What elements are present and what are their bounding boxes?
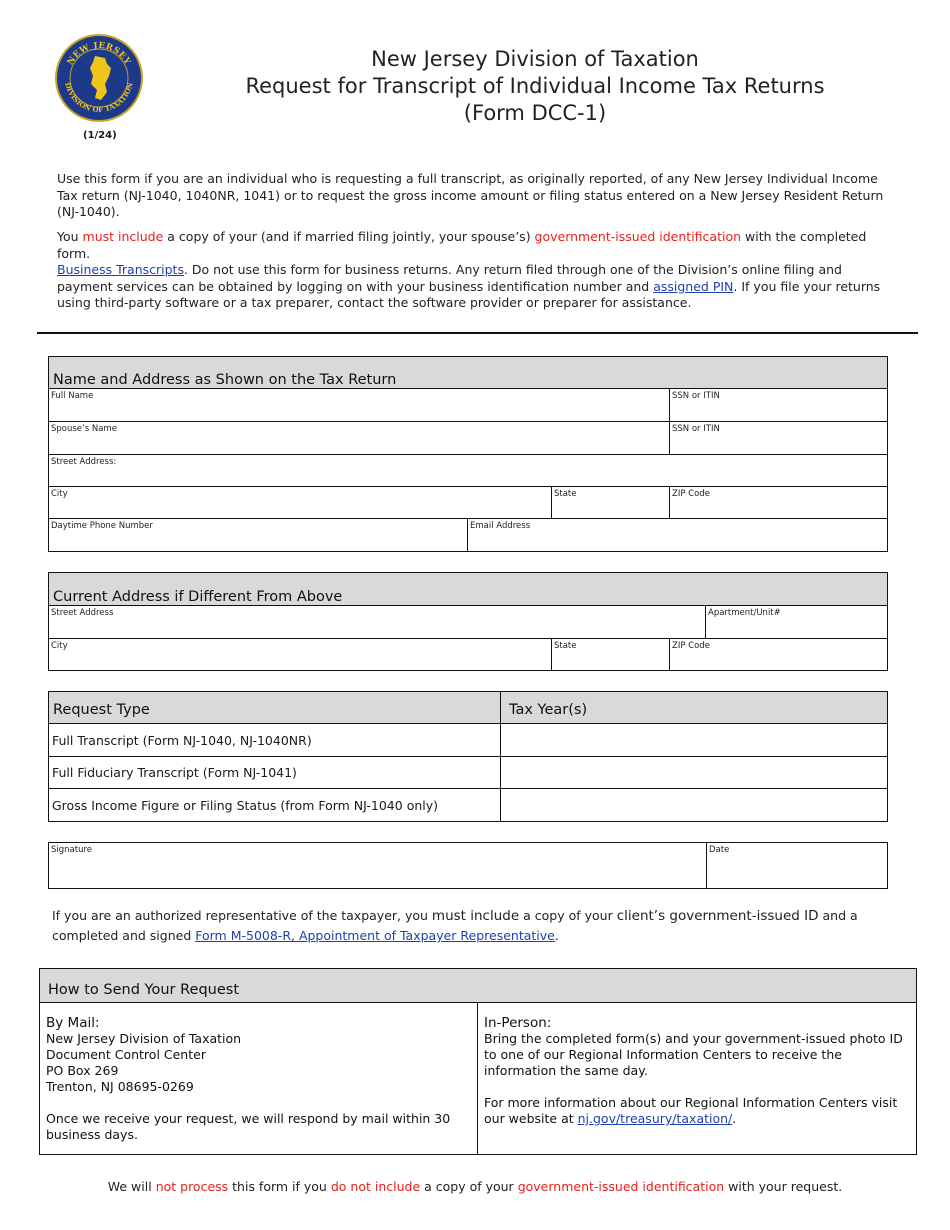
current-address-section [48, 572, 888, 671]
tax-year-input-1[interactable] [501, 724, 888, 757]
request-gross-income: Gross Income Figure or Filing Status (from Form NJ-1040 only) [49, 789, 501, 822]
tax-years-header: Tax Year(s) [501, 692, 888, 724]
page-title [190, 46, 880, 127]
mail-address-line: Trenton, NJ 08695-0269 [46, 1079, 194, 1094]
street-address-field[interactable]: Street Address: [49, 455, 888, 487]
signature-table [48, 842, 888, 889]
footer-warning: We will not process this form if you do not include a copy of your government-issued identification with your request. [107, 1179, 843, 1194]
divider [37, 332, 918, 334]
current-zip-field[interactable]: ZIP Code [670, 639, 888, 671]
request-fiduciary-transcript: Full Fiduciary Transcript (Form NJ-1041) [49, 757, 501, 789]
intro-paragraph-2: You must include a copy of your (and if married filing jointly, your spouse’s) government-issued identification with the completed form. [57, 229, 867, 261]
request-type-table [48, 691, 888, 822]
representative-note: If you are an authorized representative of the taxpayer, you must include a copy of your client’s government-issued ID and a completed and signed Form M-5008-R, Appointment of Taxpayer Representative. [52, 908, 858, 943]
title-line-3: (Form DCC-1) [463, 101, 607, 125]
title-line-2: Request for Transcript of Individual Income Tax Returns [245, 74, 825, 98]
title-line-1: New Jersey Division of Taxation [371, 47, 699, 71]
daytime-phone-field[interactable]: Daytime Phone Number [49, 519, 468, 552]
how-to-send-section [39, 968, 917, 1155]
section2-title: Current Address if Different From Above [49, 573, 888, 606]
date-field[interactable]: Date [707, 843, 888, 889]
nj-division-seal [55, 34, 143, 122]
intro-paragraph-1: Use this form if you are an individual who is requesting a full transcript, as originally reported, of any New Jersey Individual Income Tax return (NJ-1040, 1040NR, 1041) or to request the gross income amount or filing status entered on a New Jersey Resident Return (NJ-1040). [57, 171, 884, 219]
spouse-name-field[interactable]: Spouse’s Name [49, 422, 670, 455]
tax-year-input-3[interactable] [501, 789, 888, 822]
ssn-field[interactable]: SSN or ITIN [670, 389, 888, 422]
tax-year-input-2[interactable] [501, 757, 888, 789]
in-person-heading: In-Person: [484, 1015, 552, 1031]
current-street-field[interactable]: Street Address [49, 606, 706, 639]
by-mail-cell [40, 1003, 478, 1155]
svg-text:DIVISION OF TAXATION: DIVISION OF TAXATION [63, 81, 135, 115]
current-state-field[interactable]: State [552, 639, 670, 671]
request-type-header: Request Type [49, 692, 501, 724]
assigned-pin-link[interactable]: assigned PIN [653, 278, 734, 294]
in-person-text: Bring the completed form(s) and your government-issued photo ID to one of our Regional Information Centers to receive the information the same day. [484, 1031, 903, 1078]
zip-field[interactable]: ZIP Code [670, 487, 888, 519]
request-full-transcript: Full Transcript (Form NJ-1040, NJ-1040NR) [49, 724, 501, 757]
intro-paragraph-3: Business Transcripts. Do not use this form for business returns. Any return filed through one of the Division’s online filing and payment services can be obtained by logging on with your business identification number and assigned PIN. If you file your returns using third-party software or a tax preparer, contact the software provider or preparer for assistance. [57, 262, 881, 310]
mail-note: Once we receive your request, we will respond by mail within 30 business days. [46, 1111, 451, 1142]
taxation-website-link[interactable]: nj.gov/treasury/taxation/ [577, 1111, 733, 1126]
svg-text:NEW JERSEY: NEW JERSEY [65, 40, 133, 67]
apartment-field[interactable]: Apartment/Unit# [706, 606, 888, 639]
business-transcripts-link[interactable]: Business Transcripts [57, 262, 184, 277]
in-person-cell [478, 1003, 917, 1155]
city-field[interactable]: City [49, 487, 552, 519]
signature-field[interactable]: Signature [49, 843, 707, 889]
spouse-ssn-field[interactable]: SSN or ITIN [670, 422, 888, 455]
name-address-section [48, 356, 888, 552]
full-name-field[interactable]: Full Name [49, 389, 670, 422]
state-field[interactable]: State [552, 487, 670, 519]
email-field[interactable]: Email Address [468, 519, 888, 552]
form-m5008r-link[interactable]: Form M-5008-R, Appointment of Taxpayer Representative [195, 928, 555, 943]
by-mail-heading: By Mail: [46, 1015, 100, 1031]
section1-title: Name and Address as Shown on the Tax Return [49, 357, 888, 389]
current-city-field[interactable]: City [49, 639, 552, 671]
mail-address-line: New Jersey Division of Taxation [46, 1031, 242, 1046]
mail-address-line: PO Box 269 [46, 1063, 119, 1078]
in-person-more-info: For more information about our Regional Information Centers visit our website at nj.gov/treasury/taxation/. [484, 1095, 898, 1126]
mail-address-line: Document Control Center [46, 1047, 206, 1062]
how-to-send-title: How to Send Your Request [40, 969, 917, 1003]
form-revision: (1/24) [83, 130, 117, 141]
